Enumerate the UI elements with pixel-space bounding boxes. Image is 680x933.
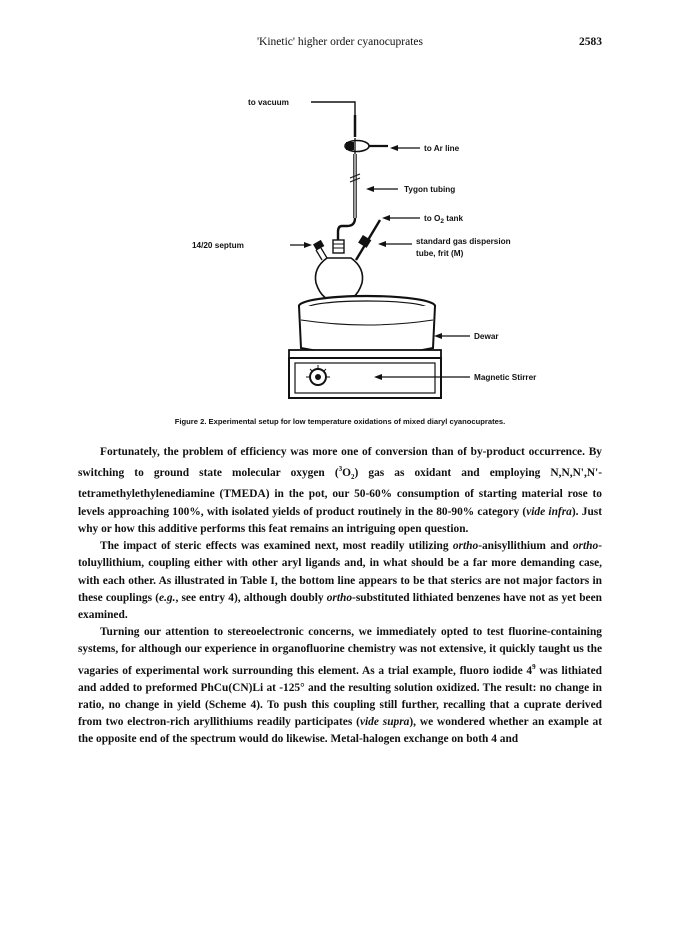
label-magnetic-stirrer: Magnetic Stirrer (474, 373, 537, 382)
flask-center-neck (333, 240, 344, 253)
figure-caption: Figure 2. Experimental setup for low temperature oxidations of mixed diaryl cyanocuprates. (174, 417, 506, 426)
paragraph-1: Fortunately, the problem of efficiency was more one of conversion than of by-product occurrence. By switching to ground state molecular oxygen $(^3O_2)$ gas as oxidant and employing N,N,N',N'-tetramethylethylenediamine (TMEDA) in the pot, our 50-60% consumption of starting material rose to levels approaching 100%, with isolated yields of product routinely in the 80-90% category (vide infra). Just why or how this additive performs this feat remains an intriguing open question. (78, 446, 603, 535)
vacuum-tube (343, 102, 355, 115)
label-tygon-tubing: Tygon tubing (404, 185, 456, 194)
label-septum: 14/20 septum (192, 241, 244, 250)
page-header (78, 36, 602, 54)
running-title: 'Kinetic' higher order cyanocuprates (256, 36, 424, 48)
label-dispersion-1: standard gas dispersion (416, 237, 511, 246)
label-dewar: Dewar (474, 332, 499, 341)
paragraph-3: Turning our attention to stereoelectronic concerns, we immediately opted to test fluorine-containing systems, for although our experience in organofluorine chemistry was not extensive, it quickly taught us the vagaries of experimental work surrounding this element. As a trial example, fluoro iodide $4^9$ was lithiated and added to preformed PhCu(CN)Li at -125° and the resulting solution oxidized. The result: no change in ratio, no change in yield (Scheme 4). To push this coupling still further, recalling that a cuprate derived from two electron-rich aryllithiums readily participates (vide supra), we wondered whether an example at the opposite end of the spectrum would do likewise. Metal-halogen exchange on both 4 and (78, 626, 603, 746)
label-to-vacuum: to vacuum (248, 98, 289, 107)
page-number: 2583 (579, 36, 602, 48)
label-to-o2-tank: to $O_2$ tank (424, 214, 464, 225)
apparatus-diagram (0, 80, 680, 410)
body-text (78, 444, 602, 748)
label-dispersion-2: tube, frit (M) (416, 249, 464, 258)
stopcock-handle (346, 142, 354, 150)
septum (313, 240, 324, 251)
paragraph-2: The impact of steric effects was examined next, most readily utilizing ortho-anisyllithium and ortho-toluyllithium, coupling either with other aryl ligands and, in what should be a far more demanding case, with each other. As illustrated in Table I, the bottom line appears to be that sterics are not major factors in these couplings (e.g., see entry 4), although doubly ortho-substituted lithiated benzenes have not as yet been examined. (78, 540, 603, 621)
figure-2 (0, 80, 680, 410)
label-to-ar-line: to Ar line (424, 144, 460, 153)
dewar-body (299, 306, 435, 355)
